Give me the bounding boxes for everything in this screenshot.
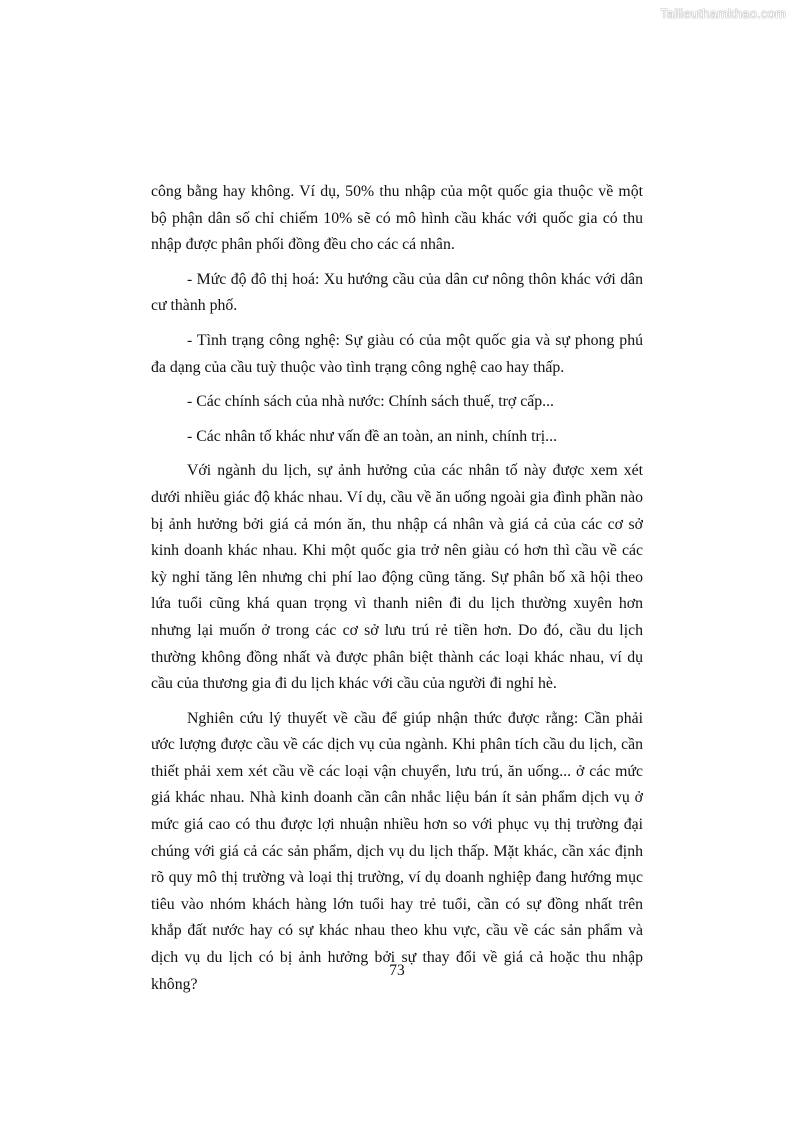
- page-number: 73: [389, 962, 405, 979]
- bullet-urbanization: - Mức độ đô thị hoá: Xu hướng cầu của dân cư nông thôn khác với dân cư thành phố.: [151, 270, 643, 315]
- watermark: Tailieuthamkhao.com: [660, 6, 786, 21]
- document-body: [151, 179, 643, 1006]
- paragraph-tourism-factors: Với ngành du lịch, sự ảnh hưởng của các nhân tố này được xem xét dưới nhiều giác độ khác nhau. Ví dụ, cầu về ăn uống ngoài gia đình phần nào bị ảnh hưởng bởi giá cả món ăn, thu nhập cá nhân và giá cả của các cơ sở kinh doanh khác nhau. Khi một quốc gia trở nên giàu có hơn thì cầu về các kỳ nghỉ tăng lên nhưng chi phí lao động cũng tăng. Sự phân bố xã hội theo lứa tuổi cũng khá quan trọng vì thanh niên đi du lịch thường xuyên hơn nhưng lại muốn ở trong các cơ sở lưu trú rẻ tiền hơn. Do đó, cầu du lịch thường không đồng nhất và được phân biệt thành các loại khác nhau, ví dụ cầu của thương gia đi du lịch khác với cầu của người đi nghỉ hè.: [151, 462, 643, 693]
- paragraph-demand-research: Nghiên cứu lý thuyết về cầu để giúp nhận thức được rằng: Cần phải ước lượng được cầu về các dịch vụ của ngành. Khi phân tích cầu du lịch, cần thiết phải xem xét cầu về các loại vận chuyển, lưu trú, ăn uống... ở các mức giá khác nhau. Nhà kinh doanh cần cân nhắc liệu bán ít sản phẩm dịch vụ ở mức giá cao có thu được lợi nhuận nhiều hơn so với phục vụ thị trường đại chúng với giá cả các sản phẩm, dịch vụ du lịch thấp. Mặt khác, cần xác định rõ quy mô thị trường và loại thị trường, ví dụ doanh nghiệp đang hướng mục tiêu vào nhóm khách hàng lớn tuổi hay trẻ tuổi, cần có sự đồng nhất trên khắp đất nước hay có sự khác nhau theo khu vực, cầu về các sản phẩm và dịch vụ du lịch có bị ảnh hưởng bởi sự thay đổi về giá cả hoặc thu nhập không?: [151, 709, 643, 993]
- bullet-technology: - Tình trạng công nghệ: Sự giàu có của một quốc gia và sự phong phú đa dạng của cầu tuỳ thuộc vào tình trạng công nghệ cao hay thấp.: [151, 331, 643, 376]
- bullet-other-factors: - Các nhân tố khác như vấn đề an toàn, an ninh, chính trị...: [187, 427, 558, 445]
- paragraph-continued: công bằng hay không. Ví dụ, 50% thu nhập của một quốc gia thuộc về một bộ phận dân số chỉ chiếm 10% sẽ có mô hình cầu khác với quốc gia có thu nhập được phân phối đồng đều cho các cá nhân.: [151, 183, 643, 254]
- bullet-state-policy: - Các chính sách của nhà nước: Chính sách thuế, trợ cấp...: [187, 393, 554, 411]
